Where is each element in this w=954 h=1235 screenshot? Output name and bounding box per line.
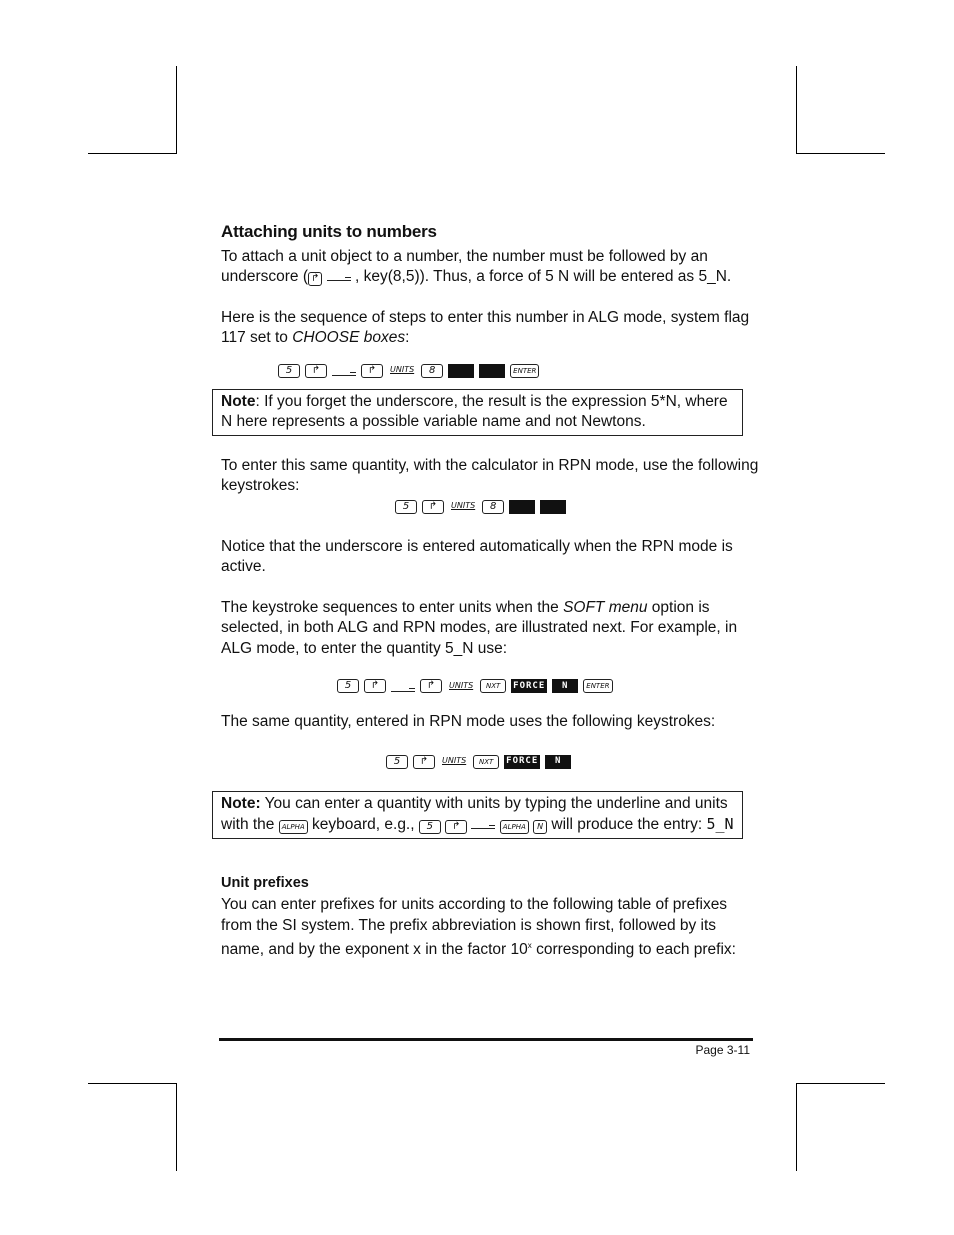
n-softkey-icon: N: [552, 679, 578, 693]
key-8-icon: 8: [482, 500, 504, 514]
note-box: [212, 791, 743, 839]
note-text: You can enter a quantity with units by typing the underline and units with the: [221, 794, 728, 833]
key-5-icon: 5: [419, 820, 441, 834]
paragraph: Notice that the underscore is entered automatically when the RPN mode is active.: [221, 537, 733, 575]
note-text: keyboard, e.g.,: [307, 816, 419, 833]
crop-mark: [88, 1083, 177, 1084]
crop-mark: [796, 66, 797, 154]
force-softkey-icon: FORCE: [511, 679, 547, 693]
text: corresponding to each prefix:: [531, 941, 736, 959]
crop-mark: [796, 153, 885, 154]
paragraph: [221, 308, 761, 349]
crop-mark: [176, 66, 177, 154]
softmenu-key-icon: [540, 500, 566, 514]
enter-key-icon: ENTER: [583, 679, 612, 693]
right-shift-key-icon: [445, 820, 467, 834]
crop-mark: [88, 153, 177, 154]
units-key-icon: UNITS: [451, 501, 476, 511]
paragraph: To enter this same quantity, with the calculator in RPN mode, use the following keystrokes:: [221, 456, 759, 494]
enter-key-icon: ENTER: [510, 364, 539, 378]
keystroke-sequence-soft-rpn: [386, 749, 761, 775]
key-5-icon: 5: [395, 500, 417, 514]
section-title: Attaching units to numbers: [221, 222, 437, 241]
key-label: ↱: [426, 680, 436, 691]
underscore-key-icon: [391, 681, 415, 692]
keystroke-sequence-soft-alg: [337, 673, 761, 699]
entry-result: 5_N: [706, 815, 734, 833]
note-label: Note: [221, 392, 256, 410]
paragraph: [221, 247, 761, 288]
crop-mark: [796, 1083, 797, 1171]
right-shift-key-icon: [305, 364, 327, 378]
right-shift-key-icon: [361, 364, 383, 378]
text: Here is the sequence of steps to enter this number in ALG mode, system flag 117 set to: [221, 308, 750, 346]
key-label: ↱: [367, 364, 377, 376]
text: You can enter prefixes for units according to the following table of prefixes from the SI system. The prefix abbreviation is shown first, followed by its name, and by the exponent x in the factor 10: [221, 896, 728, 959]
softmenu-key-icon: [479, 364, 505, 378]
paragraph: [221, 895, 761, 961]
key-label: ↱: [311, 364, 321, 376]
text: To attach a unit object to a number, the number must be followed by an underscore (: [221, 247, 708, 285]
text: , key(8,5)). Thus, a force of 5 N will be entered as 5_N.: [350, 268, 732, 285]
force-softkey-icon: FORCE: [504, 755, 540, 769]
subsection-title: Unit prefixes: [221, 874, 309, 891]
crop-mark: [176, 1083, 177, 1171]
italic-text: SOFT menu: [563, 598, 648, 616]
nxt-key-icon: NXT: [480, 679, 506, 693]
alpha-key-icon: ALPHA: [279, 820, 308, 834]
text: option is selected, in both ALG and RPN modes, are illustrated next. For example, in ALG mode, to enter the quantity 5_N use:: [221, 598, 738, 657]
softmenu-key-icon: [509, 500, 535, 514]
note-box: [212, 389, 743, 436]
units-key-icon: UNITS: [442, 756, 467, 766]
page-content: [221, 222, 761, 961]
key-label: ↱: [370, 680, 380, 691]
underscore-key-icon: [327, 270, 351, 281]
key-label: ↱: [419, 755, 429, 767]
key-5-icon: 5: [278, 364, 300, 378]
note-label: Note:: [221, 794, 261, 812]
key-label: ↱: [428, 500, 438, 512]
key-label: ↱: [311, 273, 320, 284]
key-label: ↱: [451, 821, 461, 832]
key-8-icon: 8: [421, 364, 443, 378]
crop-mark: [796, 1083, 885, 1084]
keystroke-sequence-rpn: [395, 497, 761, 517]
nxt-key-icon: NXT: [473, 755, 499, 769]
right-shift-key-icon: [420, 679, 442, 693]
alpha-key-icon: ALPHA: [500, 820, 529, 834]
text: The keystroke sequences to enter units when the: [221, 598, 564, 616]
paragraph: The same quantity, entered in RPN mode uses the following keystrokes:: [221, 713, 716, 730]
n-key-icon: N: [533, 820, 547, 834]
paragraph: [221, 598, 761, 660]
italic-text: CHOOSE boxes: [292, 329, 406, 346]
right-shift-key-icon: [422, 500, 444, 514]
key-5-icon: 5: [386, 755, 408, 769]
superscript: x: [527, 941, 532, 950]
units-key-icon: UNITS: [390, 365, 415, 375]
softmenu-key-icon: [448, 364, 474, 378]
key-5-icon: 5: [337, 679, 359, 693]
underscore-key-icon: [471, 818, 495, 829]
note-text: will produce the entry:: [547, 816, 707, 833]
underscore-key-icon: [332, 365, 356, 376]
right-shift-key-icon: [364, 679, 386, 693]
page-number: Page 3-11: [695, 1043, 750, 1057]
right-shift-key-icon: [308, 272, 322, 286]
footer-rule: [219, 1038, 753, 1041]
note-text: : If you forget the underscore, the result is the expression 5*N, where N here represents a possible variable name and not Newtons.: [221, 392, 728, 430]
text: :: [405, 329, 410, 346]
units-key-icon: UNITS: [449, 680, 474, 690]
keystroke-sequence-alg: [278, 358, 761, 384]
right-shift-key-icon: [413, 755, 435, 769]
n-softkey-icon: N: [545, 755, 571, 769]
